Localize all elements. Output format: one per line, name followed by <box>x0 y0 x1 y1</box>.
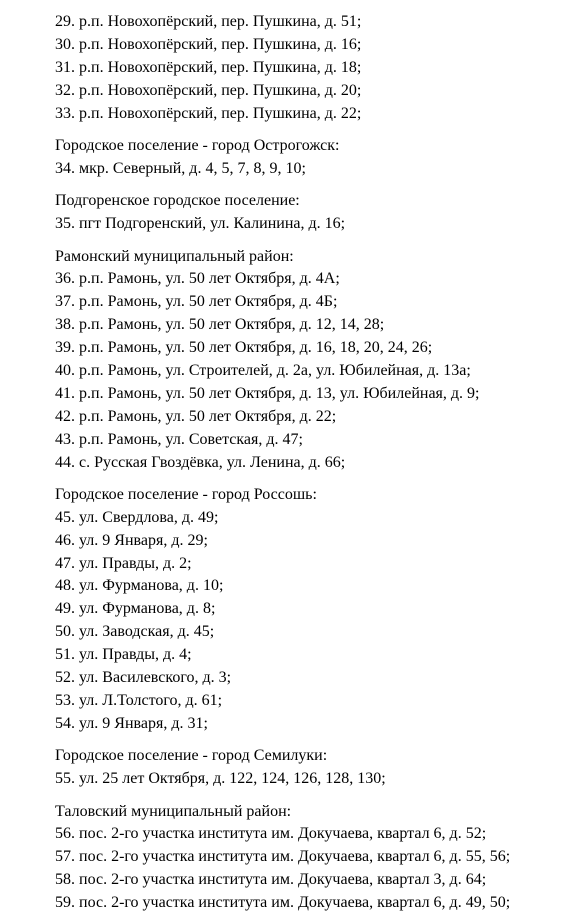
address-list-item: 30. р.п. Новохопёрский, пер. Пушкина, д. 16; <box>55 35 362 53</box>
address-list-item: 36. р.п. Рамонь, ул. 50 лет Октября, д. 4А; <box>55 270 340 288</box>
address-list-item: 48. ул. Фурманова, д. 10; <box>55 577 224 595</box>
address-list-item: 58. пос. 2-го участка института им. Докучаева, квартал 3, д. 64; <box>55 871 487 889</box>
address-list-item: 57. пос. 2-го участка института им. Докучаева, квартал 6, д. 55, 56; <box>55 848 511 866</box>
address-list-item: 51. ул. Правды, д. 4; <box>55 646 192 664</box>
section-heading: Городское поселение - город Семилуки: <box>55 747 328 765</box>
section-heading: Подгоренское городское поселение: <box>55 192 300 210</box>
address-group <box>55 190 573 236</box>
address-list-item: 29. р.п. Новохопёрский, пер. Пушкина, д. 51; <box>55 13 362 30</box>
address-group <box>55 246 573 475</box>
address-list-item: 38. р.п. Рамонь, ул. 50 лет Октября, д. 12, 14, 28; <box>55 316 385 334</box>
address-list-item: 49. ул. Фурманова, д. 8; <box>55 600 216 618</box>
address-list-item: 32. р.п. Новохопёрский, пер. Пушкина, д. 20; <box>55 81 362 99</box>
address-group <box>55 745 573 791</box>
section-heading: Рамонский муниципальный район: <box>55 247 294 265</box>
address-list-item: 40. р.п. Рамонь, ул. Строителей, д. 2а, ул. Юбилейная, д. 13а; <box>55 361 471 379</box>
address-list-item: 45. ул. Свердлова, д. 49; <box>55 508 219 526</box>
address-list-item: 37. р.п. Рамонь, ул. 50 лет Октября, д. 4Б; <box>55 293 338 311</box>
section-heading: Таловский муниципальный район: <box>55 802 292 820</box>
address-list-item: 50. ул. Заводская, д. 45; <box>55 623 215 641</box>
address-list-item: 42. р.п. Рамонь, ул. 50 лет Октября, д. 22; <box>55 407 337 425</box>
address-list-item: 59. пос. 2-го участка института им. Докучаева, квартал 6, д. 49, 50; <box>55 894 511 912</box>
address-list-item: 53. ул. Л.Толстого, д. 61; <box>55 691 223 709</box>
address-list-item: 31. р.п. Новохопёрский, пер. Пушкина, д. 18; <box>55 58 362 76</box>
address-list-item: 56. пос. 2-го участка института им. Докучаева, квартал 6, д. 52; <box>55 825 487 843</box>
address-group <box>55 135 573 181</box>
section-heading: Городское поселение - город Россошь: <box>55 485 317 503</box>
address-list-item: 39. р.п. Рамонь, ул. 50 лет Октября, д. 16, 18, 20, 24, 26; <box>55 339 433 357</box>
address-list-item: 46. ул. 9 Января, д. 29; <box>55 531 208 549</box>
address-list-item: 55. ул. 25 лет Октября, д. 122, 124, 126, 128, 130; <box>55 770 386 788</box>
address-list-item: 44. с. Русская Гвоздёвка, ул. Ленина, д. 66; <box>55 453 346 471</box>
address-list-item: 54. ул. 9 Января, д. 31; <box>55 714 208 732</box>
address-group <box>55 801 573 915</box>
section-heading: Городское поселение - город Острогожск: <box>55 136 340 154</box>
address-list-item: 43. р.п. Рамонь, ул. Советская, д. 47; <box>55 430 303 448</box>
address-list-item: 34. мкр. Северный, д. 4, 5, 7, 8, 9, 10; <box>55 159 306 177</box>
address-list-item: 47. ул. Правды, д. 2; <box>55 554 192 572</box>
address-list-item: 35. пгт Подгоренский, ул. Калинина, д. 16; <box>55 215 346 233</box>
address-list-item: 52. ул. Василевского, д. 3; <box>55 669 232 687</box>
address-group <box>55 11 573 125</box>
address-list-item: 33. р.п. Новохопёрский, пер. Пушкина, д. 22; <box>55 104 362 122</box>
address-group <box>55 484 573 736</box>
address-list-item: 41. р.п. Рамонь, ул. 50 лет Октября, д. 13, ул. Юбилейная, д. 9; <box>55 384 480 402</box>
